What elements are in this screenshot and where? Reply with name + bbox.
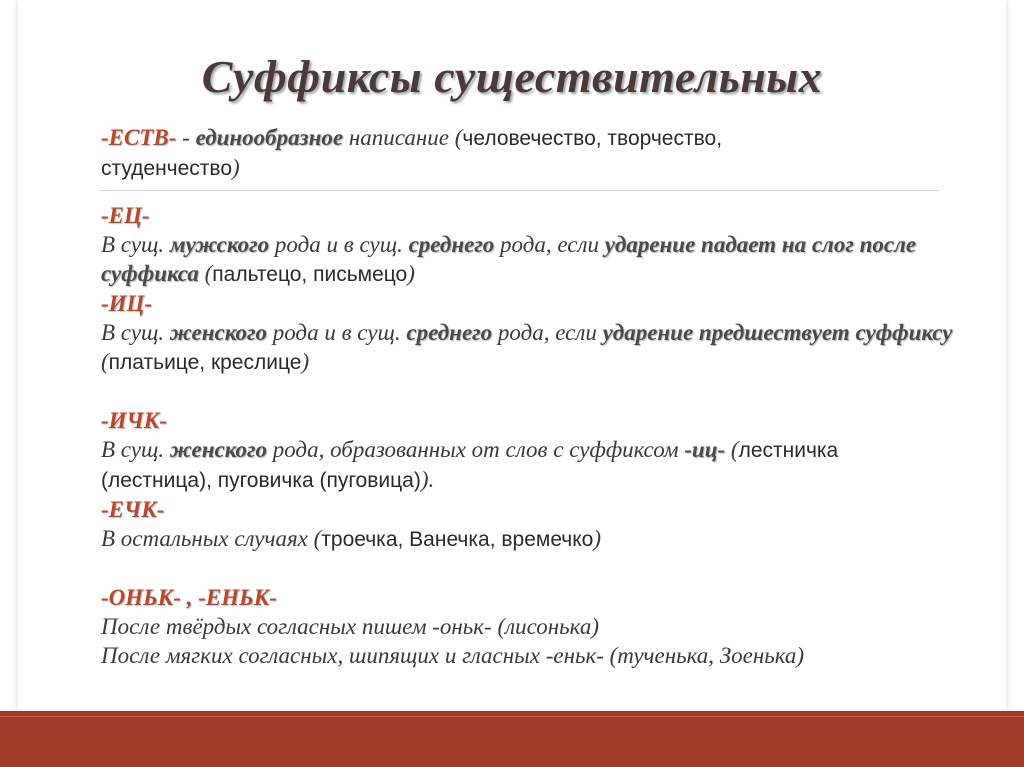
ets-examples: пальтецо, письмецо: [212, 263, 408, 286]
onk-text-2: После мягких согласных, шипящих и гласных -еньк- (тученька, Зоенька): [101, 643, 805, 668]
ets-text-b: рода и в сущ.: [269, 232, 409, 257]
onk-text-1: После твёрдых согласных пишем -оньк- (лисонька): [101, 614, 599, 639]
slide-title: Суффиксы существительных: [201, 51, 823, 102]
bottom-bar-accent-line: [0, 716, 1024, 717]
echk-text-a: В остальных случаях (: [101, 526, 322, 551]
estv-dash: -: [176, 125, 196, 150]
ets-suffix: -ЕЦ-: [101, 203, 150, 228]
onk-suffix: -ОНЬК- , -ЕНЬК-: [101, 585, 277, 610]
estv-examples-2: студенчество: [101, 157, 233, 180]
ichk-text-c: (: [725, 437, 739, 462]
estv-writing: написание (: [343, 125, 463, 150]
onk-line-2: [101, 641, 991, 670]
estv-suffix: -ЕСТВ-: [101, 125, 177, 150]
ichk-heading: [101, 406, 991, 435]
ets-line-2: [101, 259, 991, 289]
estv-line-2: [101, 153, 991, 183]
bottom-bar: [0, 711, 1024, 767]
its-stress: ударение предшествует суффиксу: [602, 320, 953, 345]
ichk-close: ).: [420, 467, 435, 492]
ichk-example: лестничка: [738, 439, 839, 462]
its-neuter: среднего: [406, 320, 493, 345]
ichk-text-a: В сущ.: [101, 437, 170, 462]
ets-neuter: среднего: [408, 232, 495, 257]
ets-male: мужского: [169, 232, 270, 257]
echk-suffix: -ЕЧК-: [101, 497, 165, 522]
ets-line-1: [101, 230, 991, 259]
its-text-b: рода и в сущ.: [266, 320, 407, 345]
echk-heading: [101, 495, 991, 524]
ets-stress: ударение падает на слог после: [604, 232, 917, 257]
spacer: [101, 377, 991, 406]
ets-heading: [101, 201, 991, 230]
ets-text-a: В сущ.: [101, 232, 170, 257]
its-line-2: [101, 347, 991, 377]
its-text-c: рода, если: [492, 320, 603, 345]
estv-line-1: [101, 123, 991, 153]
its-female: женского: [169, 320, 267, 345]
slide-content: [101, 123, 991, 670]
onk-line-1: [101, 612, 991, 641]
ets-close: ): [407, 261, 415, 286]
ets-suffix-word: суффикса: [101, 261, 199, 286]
ichk-text-b: рода, образованных от слов с суффиксом: [266, 437, 685, 462]
its-text-a: В сущ.: [101, 320, 170, 345]
its-close: ): [301, 349, 310, 374]
echk-close: ): [593, 526, 602, 551]
ichk-line-1: [101, 435, 991, 465]
estv-close: ): [232, 155, 240, 180]
estv-examples-1: человечество, творчество,: [462, 127, 723, 150]
onk-heading: [101, 583, 991, 612]
echk-line-1: [101, 524, 991, 554]
estv-uniform: единообразное: [195, 125, 344, 150]
ichk-line-2: [101, 465, 991, 495]
spacer: [101, 554, 991, 583]
echk-examples: троечка, Ванечка, времечко: [321, 528, 594, 551]
section-divider: [99, 190, 939, 191]
ichk-its: -иц-: [684, 437, 726, 462]
its-line-1: [101, 318, 991, 347]
its-open: (: [101, 349, 109, 374]
its-examples: платьице, креслице: [108, 351, 302, 374]
ichk-suffix: -ИЧК-: [101, 408, 168, 433]
ichk-examples: (лестница), пуговичка (пуговица): [101, 469, 421, 492]
its-heading: [101, 289, 991, 318]
its-suffix: -ИЦ-: [101, 291, 153, 316]
ichk-female: женского: [169, 437, 267, 462]
ets-text-c: рода, если: [494, 232, 605, 257]
ets-open: (: [198, 261, 213, 286]
